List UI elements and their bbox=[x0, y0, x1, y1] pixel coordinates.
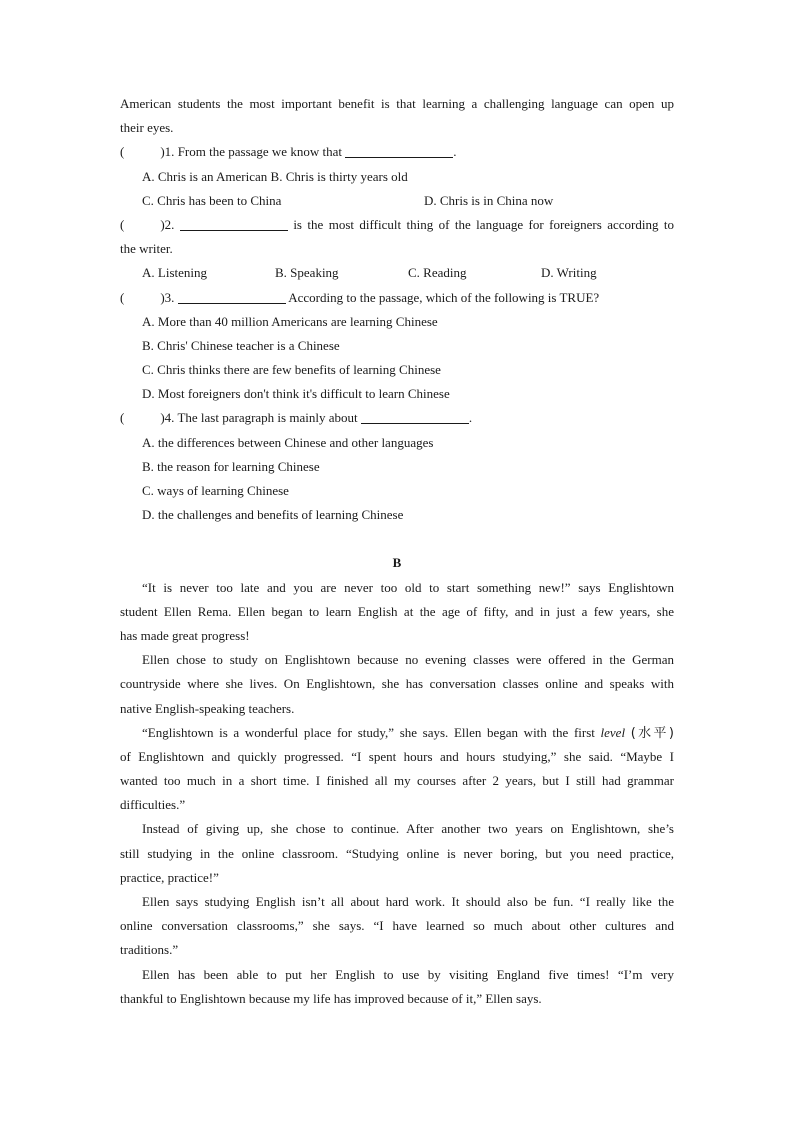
question-3-option: D. Most foreigners don't think it's difficult to learn Chinese bbox=[142, 386, 450, 402]
answer-blank bbox=[180, 216, 288, 231]
answer-paren: ( )3. bbox=[120, 289, 175, 305]
glossed-word: level bbox=[600, 724, 626, 740]
paragraph-line: difficulties.” bbox=[120, 797, 186, 813]
question-2-stem: ( )2. is the most difficult thing of the language for foreigners according to bbox=[120, 216, 675, 232]
answer-blank bbox=[345, 143, 453, 158]
answer-blank bbox=[361, 409, 469, 424]
question-3-stem: ( )3. According to the passage, which of the following is TRUE? bbox=[120, 289, 600, 305]
answer-blank bbox=[178, 289, 286, 304]
question-2-option: B. Speaking bbox=[275, 265, 339, 281]
question-4-option: B. the reason for learning Chinese bbox=[142, 458, 320, 474]
question-4-option: D. the challenges and benefits of learning Chinese bbox=[142, 507, 404, 523]
question-1-stem: ( )1. From the passage we know that . bbox=[120, 144, 457, 160]
question-4-option: A. the differences between Chinese and other languages bbox=[142, 434, 434, 450]
paragraph-line: native English-speaking teachers. bbox=[120, 700, 295, 716]
paragraph-line: wanted too much in a short time. I finished all my courses after 2 years, but I still had grammar bbox=[120, 773, 674, 789]
paragraph-line: Ellen has been able to put her English to use by visiting England five times! “I’m very bbox=[142, 966, 674, 982]
chinese-gloss: (水平) bbox=[630, 725, 675, 741]
paragraph-line: thankful to Englishtown because my life has improved because of it,” Ellen says. bbox=[120, 990, 542, 1006]
answer-paren: ( )2. bbox=[120, 216, 175, 232]
question-2-option: C. Reading bbox=[408, 265, 467, 281]
paragraph-line: online conversation classrooms,” she says. “I have learned so much about other cultures and bbox=[120, 918, 674, 934]
passage-a-tail-line: their eyes. bbox=[120, 120, 174, 136]
section-b-title: B bbox=[392, 555, 402, 571]
paragraph-line: has made great progress! bbox=[120, 627, 250, 643]
question-2-option: D. Writing bbox=[541, 265, 597, 281]
question-1-options-row bbox=[120, 189, 674, 213]
question-1-option: D. Chris is in China now bbox=[424, 192, 554, 208]
question-2-options-row bbox=[120, 261, 674, 285]
page-content bbox=[120, 92, 674, 1011]
question-3-option: C. Chris thinks there are few benefits of learning Chinese bbox=[142, 362, 441, 378]
paragraph-line: countryside where she lives. On Englishtown, she has conversation classes online and speaks with bbox=[120, 676, 674, 692]
question-4-stem: ( )4. The last paragraph is mainly about . bbox=[120, 410, 473, 426]
question-4-option: C. ways of learning Chinese bbox=[142, 483, 289, 498]
paragraph-line: Ellen says studying English isn’t all about hard work. It should also be fun. “I really like the bbox=[142, 894, 674, 909]
paragraph-line: traditions.” bbox=[120, 942, 179, 958]
paragraph-line: “It is never too late and you are never too old to start something new!” says Englishtown bbox=[142, 579, 674, 595]
question-1-option: A. Chris is an American B. Chris is thirty years old bbox=[142, 168, 408, 184]
paragraph-line: Instead of giving up, she chose to continue. After another two years on Englishtown, she’s bbox=[142, 821, 674, 837]
question-1-option: C. Chris has been to China bbox=[142, 192, 282, 208]
paragraph-line: “Englishtown is a wonderful place for study,” she says. Ellen began with the first level (水平) bbox=[142, 724, 675, 741]
paragraph-line: practice, practice!” bbox=[120, 869, 219, 885]
paragraph-line: student Ellen Rema. Ellen began to learn English at the age of fifty, and in just a few years, she bbox=[120, 603, 674, 619]
paragraph-line: still studying in the online classroom. “Studying online is never boring, but you need practice, bbox=[120, 845, 674, 861]
question-2-option: A. Listening bbox=[142, 265, 207, 281]
paragraph-line: of Englishtown and quickly progressed. “I spent hours and hours studying,” she said. “Maybe I bbox=[120, 748, 674, 764]
question-2-stem-cont: the writer. bbox=[120, 241, 173, 257]
answer-paren: ( )4. bbox=[120, 410, 175, 426]
answer-paren: ( )1. bbox=[120, 144, 175, 160]
passage-a-tail-line: American students the most important benefit is that learning a challenging language can open up bbox=[120, 96, 674, 111]
paragraph-line: Ellen chose to study on Englishtown because no evening classes were offered in the German bbox=[142, 652, 674, 668]
question-3-option: B. Chris' Chinese teacher is a Chinese bbox=[142, 337, 340, 353]
question-3-option: A. More than 40 million Americans are learning Chinese bbox=[142, 313, 438, 329]
